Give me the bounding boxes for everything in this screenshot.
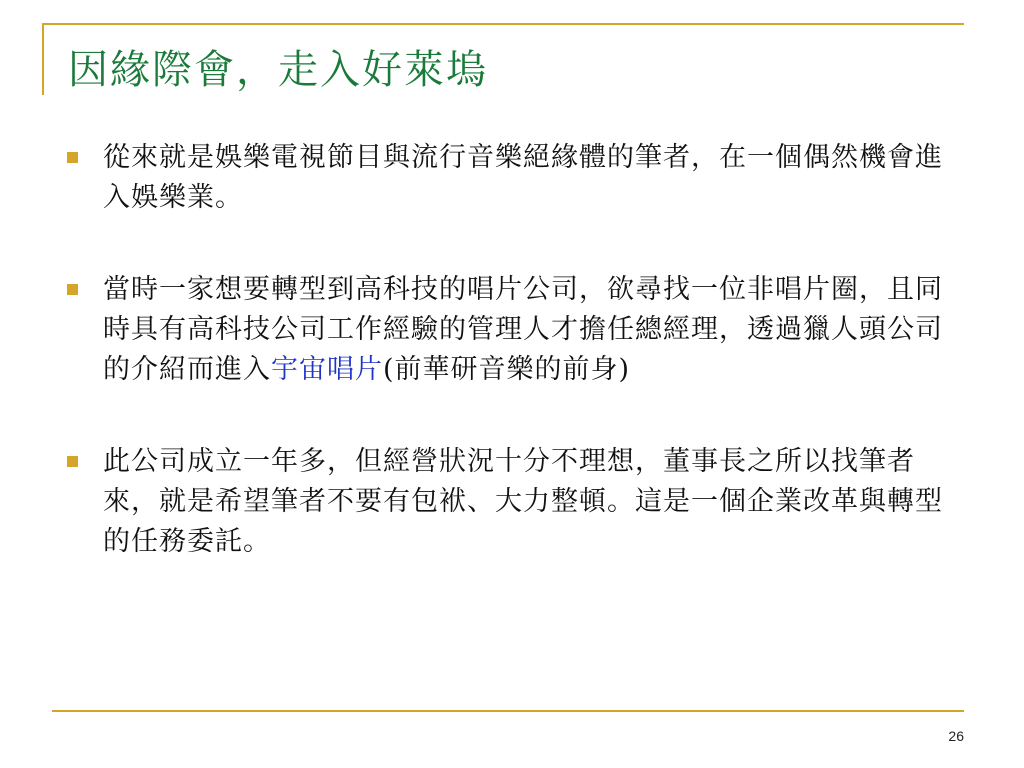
square-bullet-icon <box>67 284 78 295</box>
bullet-list <box>65 138 957 562</box>
slide-title: 因緣際會，走入好萊塢 <box>68 47 488 93</box>
square-bullet-icon <box>67 456 78 467</box>
top-divider <box>42 23 964 25</box>
bullet-text-suffix: (前華研音樂的前身) <box>383 354 631 385</box>
highlighted-company-name: 宇宙唱片 <box>271 354 383 385</box>
bullet-text: 此公司成立一年多，但經營狀況十分不理想，董事長之所以找筆者來，就是希望筆者不要有包袱、大力整頓。這是一個企業改革與轉型的任務委託。 <box>103 446 943 557</box>
bullet-text: 從來就是娛樂電視節目與流行音樂絕緣體的筆者，在一個偶然機會進入娛樂業。 <box>103 142 943 213</box>
bullet-text: 當時一家想要轉型到高科技的唱片公司，欲尋找一位非唱片圈，且同時具有高科技公司工作經驗的管理人才擔任總經理，透過獵人頭公司的介紹而進入 <box>103 274 943 385</box>
bullet-item <box>65 138 957 218</box>
left-accent-bar <box>42 23 44 95</box>
bottom-divider <box>52 710 964 712</box>
bullet-item <box>65 442 957 562</box>
bullet-item <box>65 270 957 390</box>
square-bullet-icon <box>67 152 78 163</box>
page-number: 26 <box>948 728 964 744</box>
